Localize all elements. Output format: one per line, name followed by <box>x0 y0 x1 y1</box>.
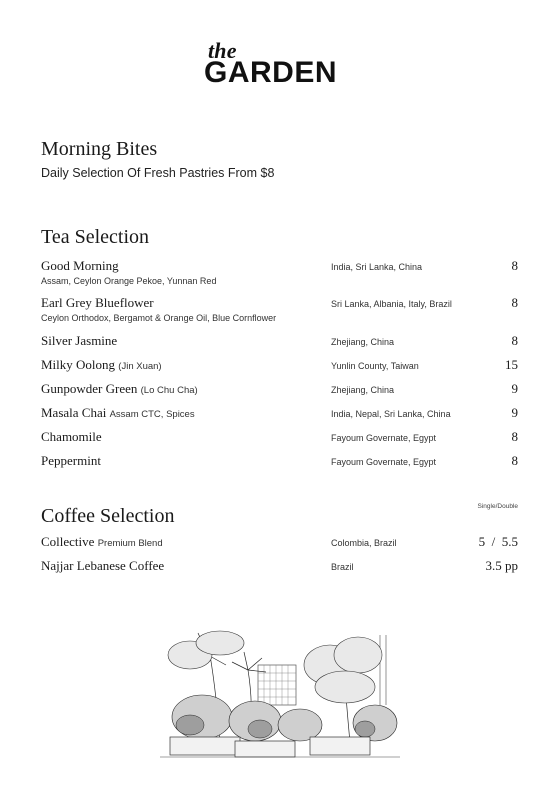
coffee-item-price: 5 / 5.5 <box>478 534 518 549</box>
tea-item-name: Milky Oolong (Jin Xuan) <box>41 357 162 372</box>
tea-item-price: 9 <box>511 405 518 420</box>
tea-item-name: Silver Jasmine <box>41 333 118 348</box>
tea-item-origin: Fayoum Governate, Egypt <box>331 433 437 443</box>
coffee-item-price: 3.5 pp <box>485 558 518 573</box>
tea-item-name: Gunpowder Green (Lo Chu Cha) <box>41 381 198 396</box>
tea-item-note: Assam CTC, Spices <box>109 409 195 420</box>
logo-the: the <box>208 38 237 63</box>
tea-item-origin: Fayoum Governate, Egypt <box>331 457 437 467</box>
tea-item-price: 8 <box>511 429 518 444</box>
tea-item-price: 9 <box>511 381 518 396</box>
tea-item-origin: Yunlin County, Taiwan <box>331 361 419 371</box>
coffee-selection-title: Coffee Selection <box>41 505 175 527</box>
tea-item-name: Masala Chai Assam CTC, Spices <box>41 405 195 420</box>
coffee-item-name: Collective Premium Blend <box>41 534 163 549</box>
coffee-item-origin: Colombia, Brazil <box>331 538 397 548</box>
logo-garden: GARDEN <box>204 56 338 89</box>
morning-bites-title: Morning Bites <box>41 138 158 160</box>
tea-item-price: 8 <box>511 453 518 468</box>
tea-item-desc: Ceylon Orthodox, Bergamot & Orange Oil, Blue Cornflower <box>41 313 277 323</box>
tea-item-desc: Assam, Ceylon Orange Pekoe, Yunnan Red <box>41 276 217 286</box>
tea-selection-title: Tea Selection <box>41 226 149 248</box>
coffee-item-origin: Brazil <box>331 562 354 572</box>
tea-item-origin: India, Nepal, Sri Lanka, China <box>331 409 451 419</box>
morning-bites-subtitle: Daily Selection Of Fresh Pastries From $8 <box>41 166 275 180</box>
tea-item-origin: Zhejiang, China <box>331 385 395 395</box>
tea-item-price: 8 <box>511 333 518 348</box>
tea-item-name: Peppermint <box>41 453 101 468</box>
tea-item-name: Earl Grey Blueflower <box>41 295 154 310</box>
coffee-item-name: Najjar Lebanese Coffee <box>41 558 165 573</box>
tea-item-origin: Zhejiang, China <box>331 337 395 347</box>
tea-item-price: 8 <box>511 258 518 273</box>
tea-item-origin: Sri Lanka, Albania, Italy, Brazil <box>331 299 452 309</box>
tea-item-price: 15 <box>505 357 518 372</box>
garden-illustration <box>160 625 400 765</box>
tea-item-origin: India, Sri Lanka, China <box>331 262 423 272</box>
tea-item-price: 8 <box>511 295 518 310</box>
size-label: Single/Double <box>477 503 518 510</box>
tea-item-note: (Lo Chu Cha) <box>140 385 198 396</box>
tea-item-name: Good Morning <box>41 258 119 273</box>
tea-item-name: Chamomile <box>41 429 102 444</box>
coffee-item-note: Premium Blend <box>97 538 163 549</box>
tea-item-note: (Jin Xuan) <box>118 361 162 372</box>
